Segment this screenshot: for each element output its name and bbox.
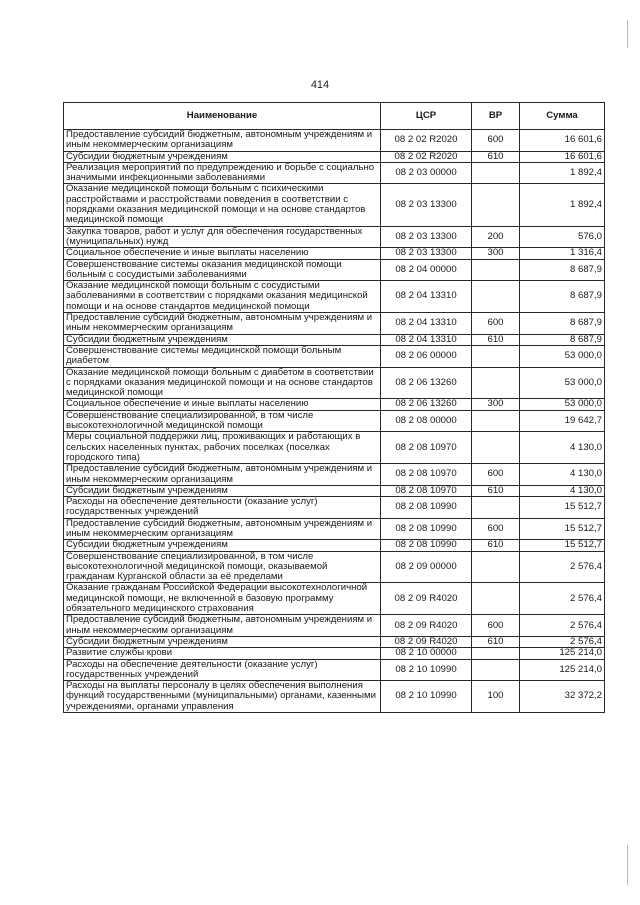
row-csr-cell: 08 2 08 10990 [381, 518, 472, 540]
row-csr-cell: 08 2 03 13300 [381, 184, 472, 226]
row-sum-cell: 576,0 [520, 226, 605, 248]
row-sum-cell: 8 687,9 [520, 313, 605, 335]
row-name-cell: Предоставление субсидий бюджетным, автономным учреждениям и иным некоммерческим организациям [64, 313, 381, 335]
table-row [64, 334, 605, 345]
row-sum-cell: 15 512,7 [520, 540, 605, 551]
row-name-cell: Реализация мероприятий по предупреждению и борьбе с социально значимыми инфекционными заболеваниями [64, 162, 381, 184]
row-name-cell: Социальное обеспечение и иные выплаты населению [64, 399, 381, 410]
row-sum-cell: 8 687,9 [520, 334, 605, 345]
row-sum-cell: 53 000,0 [520, 367, 605, 399]
row-vr-cell [472, 497, 520, 519]
row-sum-cell: 15 512,7 [520, 518, 605, 540]
table-row [64, 184, 605, 226]
row-vr-cell: 610 [472, 636, 520, 647]
row-csr-cell: 08 2 04 13310 [381, 281, 472, 313]
row-csr-cell: 08 2 08 10990 [381, 497, 472, 519]
table-row [64, 281, 605, 313]
row-vr-cell [472, 648, 520, 659]
row-name-cell: Предоставление субсидий бюджетным, автономным учреждениям и иным некоммерческим организациям [64, 615, 381, 637]
row-name-cell: Совершенствование специализированной, в том числе высокотехнологичной медицинской помощи, оказываемой гражданам Курганской области за её пределами [64, 551, 381, 583]
page-number: 414 [310, 79, 330, 91]
header-vr: ВР [472, 103, 520, 130]
row-sum-cell: 4 130,0 [520, 464, 605, 486]
budget-table [63, 102, 605, 713]
header-sum: Сумма [520, 103, 605, 130]
scan-edge-mark [627, 20, 628, 48]
row-csr-cell: 08 2 09 00000 [381, 551, 472, 583]
row-vr-cell [472, 281, 520, 313]
row-vr-cell [472, 345, 520, 367]
row-csr-cell: 08 2 06 00000 [381, 345, 472, 367]
table-row [64, 518, 605, 540]
row-name-cell: Совершенствование системы оказания медицинской помощи больным с сосудистыми заболеваниями [64, 259, 381, 281]
row-csr-cell: 08 2 08 10970 [381, 464, 472, 486]
table-row [64, 313, 605, 335]
row-vr-cell [472, 659, 520, 681]
table-row [64, 162, 605, 184]
table-row [64, 681, 605, 713]
row-vr-cell [472, 162, 520, 184]
table-row [64, 151, 605, 162]
table-row [64, 464, 605, 486]
row-csr-cell: 08 2 02 R2020 [381, 130, 472, 152]
row-sum-cell: 53 000,0 [520, 399, 605, 410]
row-name-cell: Оказание медицинской помощи больным с психическими расстройствами и расстройствами поведения в соответствии с порядками оказания медицинской помощи и на основе стандартов медицинской помощи [64, 184, 381, 226]
row-csr-cell: 08 2 04 13310 [381, 334, 472, 345]
table-row [64, 248, 605, 259]
row-name-cell: Субсидии бюджетным учреждениям [64, 151, 381, 162]
row-csr-cell: 08 2 04 13310 [381, 313, 472, 335]
header-csr: ЦСР [381, 103, 472, 130]
row-name-cell: Расходы на обеспечение деятельности (оказание услуг) государственных учреждений [64, 659, 381, 681]
row-csr-cell: 08 2 03 13300 [381, 226, 472, 248]
row-vr-cell [472, 551, 520, 583]
row-csr-cell: 08 2 04 00000 [381, 259, 472, 281]
row-sum-cell: 15 512,7 [520, 497, 605, 519]
row-name-cell: Социальное обеспечение и иные выплаты населению [64, 248, 381, 259]
row-vr-cell: 610 [472, 151, 520, 162]
row-sum-cell: 2 576,4 [520, 551, 605, 583]
row-sum-cell: 1 892,4 [520, 184, 605, 226]
row-vr-cell: 610 [472, 485, 520, 496]
table-row [64, 497, 605, 519]
row-name-cell: Субсидии бюджетным учреждениям [64, 636, 381, 647]
row-sum-cell: 2 576,4 [520, 615, 605, 637]
row-name-cell: Развитие службы крови [64, 648, 381, 659]
row-name-cell: Закупка товаров, работ и услуг для обеспечения государственных (муниципальных) нужд [64, 226, 381, 248]
row-name-cell: Субсидии бюджетным учреждениям [64, 334, 381, 345]
row-name-cell: Совершенствование системы медицинской помощи больным диабетом [64, 345, 381, 367]
row-sum-cell: 2 576,4 [520, 636, 605, 647]
table-row [64, 540, 605, 551]
table-row [64, 226, 605, 248]
row-vr-cell: 300 [472, 399, 520, 410]
row-name-cell: Предоставление субсидий бюджетным, автономным учреждениям и иным некоммерческим организациям [64, 130, 381, 152]
row-name-cell: Предоставление субсидий бюджетным, автономным учреждениям и иным некоммерческим организациям [64, 464, 381, 486]
table-row [64, 432, 605, 464]
table-row [64, 367, 605, 399]
row-csr-cell: 08 2 08 10990 [381, 540, 472, 551]
row-name-cell: Предоставление субсидий бюджетным, автономным учреждениям и иным некоммерческим организациям [64, 518, 381, 540]
row-sum-cell: 16 601,6 [520, 130, 605, 152]
row-vr-cell: 600 [472, 518, 520, 540]
row-csr-cell: 08 2 10 00000 [381, 648, 472, 659]
row-sum-cell: 4 130,0 [520, 485, 605, 496]
row-csr-cell: 08 2 06 13260 [381, 367, 472, 399]
row-vr-cell: 200 [472, 226, 520, 248]
row-vr-cell: 600 [472, 313, 520, 335]
row-vr-cell: 300 [472, 248, 520, 259]
row-sum-cell: 32 372,2 [520, 681, 605, 713]
row-sum-cell: 16 601,6 [520, 151, 605, 162]
row-name-cell: Оказание гражданам Российской Федерации высокотехнологичной медицинской помощи, не включенной в базовую программу обязательного медицинского страхования [64, 583, 381, 615]
row-name-cell: Оказание медицинской помощи больным с диабетом в соответствии с порядками оказания медицинской помощи и на основе стандартов медицинской помощи [64, 367, 381, 399]
row-csr-cell: 08 2 09 R4020 [381, 583, 472, 615]
row-csr-cell: 08 2 03 00000 [381, 162, 472, 184]
table-row [64, 399, 605, 410]
row-name-cell: Субсидии бюджетным учреждениям [64, 540, 381, 551]
table-header-row [64, 103, 605, 130]
row-sum-cell: 125 214,0 [520, 659, 605, 681]
table-row [64, 551, 605, 583]
row-sum-cell: 19 642,7 [520, 410, 605, 432]
row-sum-cell: 4 130,0 [520, 432, 605, 464]
row-sum-cell: 1 892,4 [520, 162, 605, 184]
row-name-cell: Оказание медицинской помощи больным с сосудистыми заболеваниями в соответствии с порядками оказания медицинской помощи и на основе стандартов медицинской помощи [64, 281, 381, 313]
row-name-cell: Меры социальной поддержки лиц, проживающих и работающих в сельских населенных пунктах, рабочих поселках (поселках городского типа) [64, 432, 381, 464]
row-vr-cell: 600 [472, 615, 520, 637]
row-vr-cell: 610 [472, 540, 520, 551]
table-row [64, 648, 605, 659]
row-name-cell: Расходы на выплаты персоналу в целях обеспечения выполнения функций государственными (муниципальными) органами, казенными учреждениями, органами управления [64, 681, 381, 713]
row-name-cell: Совершенствование специализированной, в том числе высокотехнологичной медицинской помощи [64, 410, 381, 432]
row-name-cell: Расходы на обеспечение деятельности (оказание услуг) государственных учреждений [64, 497, 381, 519]
row-vr-cell: 600 [472, 130, 520, 152]
row-sum-cell: 8 687,9 [520, 281, 605, 313]
row-vr-cell [472, 410, 520, 432]
row-vr-cell: 100 [472, 681, 520, 713]
row-vr-cell [472, 583, 520, 615]
row-csr-cell: 08 2 03 13300 [381, 248, 472, 259]
row-csr-cell: 08 2 08 00000 [381, 410, 472, 432]
row-vr-cell [472, 184, 520, 226]
scan-edge-mark [627, 845, 628, 885]
table-row [64, 636, 605, 647]
row-csr-cell: 08 2 08 10970 [381, 485, 472, 496]
table-row [64, 345, 605, 367]
row-vr-cell [472, 259, 520, 281]
row-csr-cell: 08 2 06 13260 [381, 399, 472, 410]
table-row [64, 659, 605, 681]
header-name: Наименование [64, 103, 381, 130]
row-csr-cell: 08 2 08 10970 [381, 432, 472, 464]
row-vr-cell: 610 [472, 334, 520, 345]
row-sum-cell: 8 687,9 [520, 259, 605, 281]
row-name-cell: Субсидии бюджетным учреждениям [64, 485, 381, 496]
row-sum-cell: 125 214,0 [520, 648, 605, 659]
row-sum-cell: 1 316,4 [520, 248, 605, 259]
row-csr-cell: 08 2 09 R4020 [381, 615, 472, 637]
table-row [64, 130, 605, 152]
row-vr-cell: 600 [472, 464, 520, 486]
table-row [64, 410, 605, 432]
table-row [64, 259, 605, 281]
row-csr-cell: 08 2 10 10990 [381, 659, 472, 681]
table-body [64, 130, 605, 713]
row-sum-cell: 2 576,4 [520, 583, 605, 615]
row-sum-cell: 53 000,0 [520, 345, 605, 367]
table-row [64, 583, 605, 615]
row-vr-cell [472, 367, 520, 399]
row-csr-cell: 08 2 09 R4020 [381, 636, 472, 647]
table-row [64, 485, 605, 496]
row-vr-cell [472, 432, 520, 464]
row-csr-cell: 08 2 10 10990 [381, 681, 472, 713]
table-row [64, 615, 605, 637]
row-csr-cell: 08 2 02 R2020 [381, 151, 472, 162]
